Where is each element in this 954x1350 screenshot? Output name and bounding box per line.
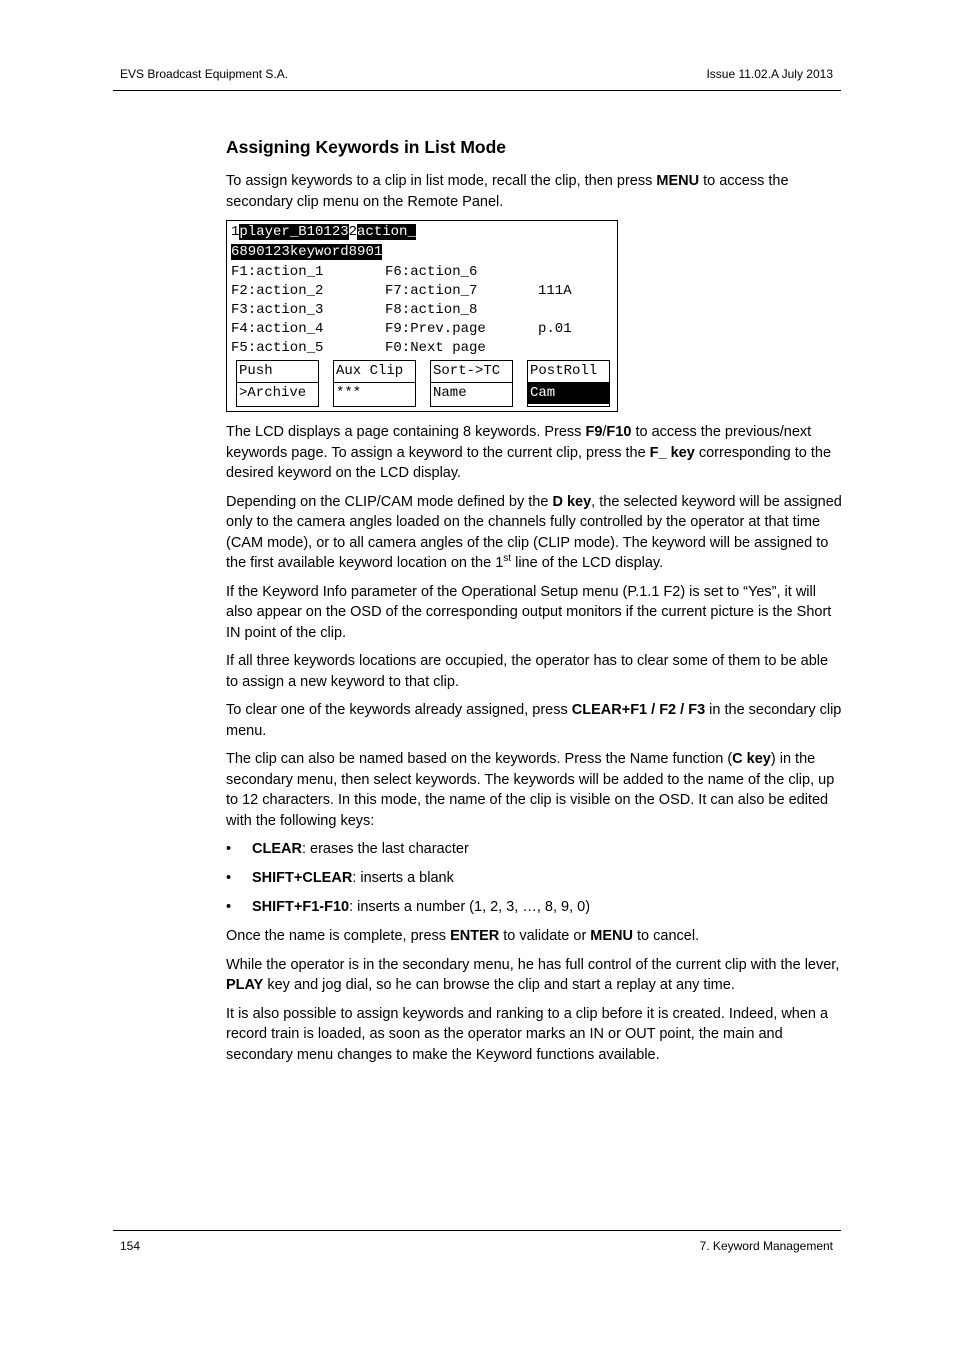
key-name: C key xyxy=(732,751,771,767)
softkey-top-label: Push xyxy=(237,361,318,383)
text: key and jog dial, so he can browse the clip and start a replay at any time. xyxy=(263,977,735,993)
lcd-f2: F2:action_2 xyxy=(231,283,324,299)
lcd-display xyxy=(226,220,618,412)
softkey-bottom-label: *** xyxy=(336,385,362,401)
keyword-slot-number: 1 xyxy=(231,224,240,240)
keyword-3: keyword8901 xyxy=(289,244,383,260)
text: To clear one of the keywords already assigned, press xyxy=(226,702,572,718)
page-number: 154 xyxy=(120,1239,141,1253)
footer-chapter: 7. Keyword Management xyxy=(699,1239,833,1253)
key-name: F_ key xyxy=(649,444,695,461)
page-footer xyxy=(113,1230,841,1261)
list-item xyxy=(226,839,844,860)
key-name: CLEAR+F1 / F2 / F3 xyxy=(571,702,706,718)
text: to cancel. xyxy=(633,928,700,944)
key-name: MENU xyxy=(590,928,633,944)
softkey-top-label: Aux Clip xyxy=(334,361,415,383)
section-title: Assigning Keywords in List Mode xyxy=(226,137,507,157)
text: Depending on the CLIP/CAM mode defined by the xyxy=(226,493,553,510)
lcd-softkey-b xyxy=(333,360,416,407)
paragraph-secondary-menu-control xyxy=(226,955,844,996)
key-name: ENTER xyxy=(450,928,500,944)
text: , the selected keyword will be assigned only to the camera angles loaded on the channels fully controlled by the operator at that time (CAM mode), or to all camera angles of the clip (CLIP mode). The keyword will be assigned to the first available keyword location on the 1 xyxy=(226,493,842,571)
page-content xyxy=(226,136,844,1073)
key-name: PLAY xyxy=(226,977,264,993)
paragraph-clip-cam-mode xyxy=(226,492,844,574)
lcd-f9: F9:Prev.page xyxy=(385,321,486,337)
list-item xyxy=(226,868,844,889)
keyword-slot-number: 3 xyxy=(281,244,290,260)
keyword-1: player_B10123 xyxy=(239,224,349,240)
key-name: SHIFT+F1-F10 xyxy=(252,899,350,915)
text: To assign keywords to a clip in list mode, recall the clip, then press xyxy=(226,173,657,189)
text: While the operator is in the secondary menu, he has full control of the current clip with the lever, xyxy=(226,956,840,973)
lcd-clip-id: 111A xyxy=(538,283,572,299)
keyword-2: action_ xyxy=(357,224,416,240)
lcd-f3: F3:action_3 xyxy=(231,302,324,318)
lcd-softkey-d xyxy=(527,360,610,407)
softkey-bottom-label: Name xyxy=(433,385,467,401)
text: The LCD displays a page containing 8 keywords. Press xyxy=(226,424,586,440)
text: : inserts a number (1, 2, 3, …, 8, 9, 0) xyxy=(349,899,591,915)
intro-paragraph xyxy=(226,171,844,212)
paragraph-name-clip xyxy=(226,749,844,831)
key-name: MENU xyxy=(656,173,700,189)
text: to validate or xyxy=(499,928,591,944)
lcd-softkey-a xyxy=(236,360,319,407)
header-issue: Issue 11.02.A July 2013 xyxy=(706,67,833,81)
paragraph-name-complete xyxy=(226,926,844,947)
text: / xyxy=(602,424,607,440)
header-company: EVS Broadcast Equipment S.A. xyxy=(120,67,289,81)
softkey-top-label: PostRoll xyxy=(528,361,609,383)
edit-keys-list xyxy=(226,839,844,918)
text: in the secondary clip menu. xyxy=(226,702,842,739)
text: to access the secondary clip menu on the Remote Panel. xyxy=(226,173,789,210)
text: : erases the last character xyxy=(301,841,469,857)
lcd-f6: F6:action_6 xyxy=(385,264,478,280)
text: ) in the secondary menu, then select keywords. The keywords will be added to the name of the clip, up to 12 characters. In this mode, the name of the clip is visible on the OSD. It can also be edited with the following keys: xyxy=(226,751,835,829)
text: : inserts a blank xyxy=(352,870,454,886)
key-name: D key xyxy=(552,493,592,510)
paragraph-clear-keywords xyxy=(226,700,844,741)
text: line of the LCD display. xyxy=(511,555,664,571)
softkey-top-label: Sort->TC xyxy=(431,361,512,383)
keyword-2-continued: 689012 xyxy=(231,244,282,260)
key-name: CLEAR xyxy=(252,841,302,857)
lcd-f7: F7:action_7 xyxy=(385,283,478,299)
lcd-f1: F1:action_1 xyxy=(231,264,324,280)
keyword-slot-number: 2 xyxy=(348,224,358,240)
lcd-f5: F5:action_5 xyxy=(231,340,324,356)
lcd-keyword-row-2 xyxy=(231,243,382,262)
softkey-bottom-label: Cam xyxy=(528,383,609,404)
text: The clip can also be named based on the keywords. Press the Name function ( xyxy=(226,751,733,767)
lcd-f4: F4:action_4 xyxy=(231,321,324,337)
superscript: st xyxy=(503,553,512,564)
lcd-softkey-c xyxy=(430,360,513,407)
text: Once the name is complete, press xyxy=(226,928,451,944)
key-name: F10 xyxy=(606,424,632,440)
lcd-f0: F0:Next page xyxy=(385,340,486,356)
key-name: SHIFT+CLEAR xyxy=(252,870,353,886)
lcd-page-number: p.01 xyxy=(538,321,572,337)
paragraph-keyword-info: If the Keyword Info parameter of the Operational Setup menu (P.1.1 F2) is set to “Yes”, it will also appear on the OSD of the corresponding output monitors if the current picture is the Short IN point of the clip. xyxy=(226,583,832,641)
text: corresponding to the desired keyword on the LCD display. xyxy=(226,444,832,481)
page-header xyxy=(113,66,841,91)
paragraph-locations-occupied: If all three keywords locations are occupied, the operator has to clear some of them to be able to assign a new keyword to that clip. xyxy=(226,653,829,690)
lcd-f8: F8:action_8 xyxy=(385,302,478,318)
text: to access the previous/next keywords page. To assign a keyword to the current clip, press the xyxy=(226,424,812,461)
lcd-keyword-row-1 xyxy=(231,223,416,242)
list-item xyxy=(226,897,844,918)
softkey-bottom-label: >Archive xyxy=(239,385,307,401)
key-name: F9 xyxy=(585,424,603,440)
paragraph-assign-before-create: It is also possible to assign keywords and ranking to a clip before it is created. Indeed, when a record train is loaded, as soon as the operator marks an IN or OUT point, the main and secondary menu changes to make the Keyword functions available. xyxy=(226,1005,829,1063)
paragraph-lcd-description xyxy=(226,422,844,484)
